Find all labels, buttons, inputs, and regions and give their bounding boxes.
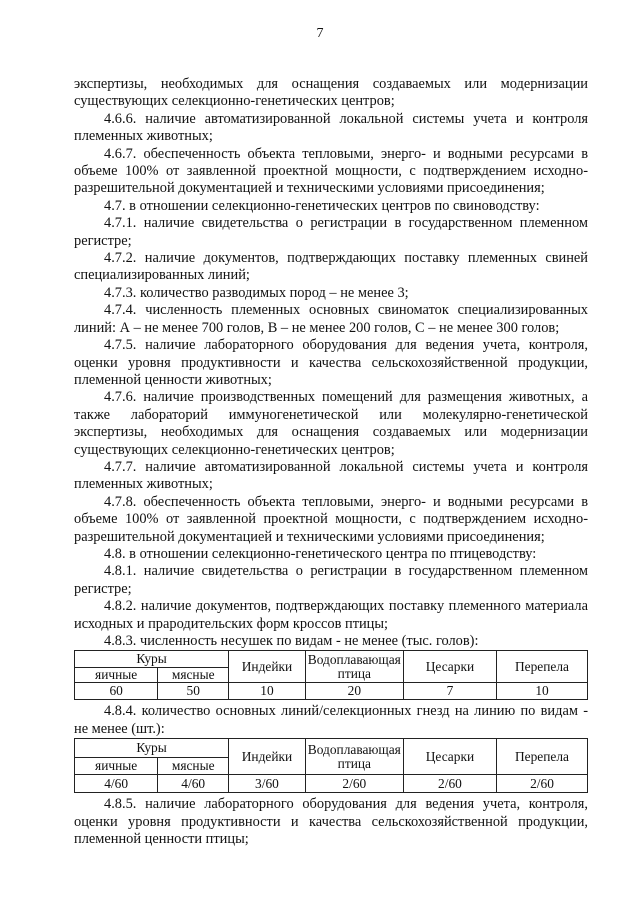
paragraph: 4.7.5. наличие лабораторного оборудования для ведения учета, контроля, оценки уровня продуктивности и качества сельскохозяйственной продукции, племенной ценности животных;: [74, 337, 588, 388]
table-cell: 3/60: [229, 775, 306, 793]
header-myasnye: мясные: [158, 758, 229, 775]
lines-count-table: [74, 738, 588, 793]
paragraph: экспертизы, необходимых для оснащения создаваемых или модернизации существующих селекционно-генетических центров;: [74, 76, 588, 110]
paragraph: 4.8.4. количество основных линий/селекционных гнезд на линию по видам - не менее (шт.):: [74, 703, 588, 737]
table-cell: 2/60: [403, 775, 496, 793]
table-cell: 10: [229, 683, 306, 700]
paragraph: 4.7. в отношении селекционно-генетических центров по свиноводству:: [104, 197, 540, 214]
table-cell: 20: [305, 683, 403, 700]
paragraph: 4.7.2. наличие документов, подтверждающих поставку племенных свиней специализированных линий;: [74, 250, 588, 284]
paragraph: 4.7.8. обеспеченность объекта тепловыми, энерго- и водными ресурсами в объеме 100% от заявленной проектной мощности, с подтверждением исходно-разрешительной документацией и техническими условиями присоединения;: [74, 493, 588, 545]
paragraph: 4.7.7. наличие автоматизированной локальной системы учета и контроля племенных животных;: [74, 458, 588, 493]
table-cell: 60: [75, 683, 158, 700]
header-indeyki: Индейки: [229, 739, 306, 775]
header-yaichnye: яичные: [75, 668, 158, 683]
paragraph: 4.7.1. наличие свидетельства о регистрации в государственном племенном регистре;: [74, 215, 588, 249]
paragraph: 4.8. в отношении селекционно-генетического центра по птицеводству:: [104, 545, 537, 562]
paragraph: 4.8.2. наличие документов, подтверждающих поставку племенного материала исходных и прародительских форм кроссов птицы;: [74, 598, 588, 632]
header-indeyki: Индейки: [229, 651, 306, 683]
paragraph: 4.8.3. численность несушек по видам - не менее (тыс. голов):: [104, 633, 479, 649]
table-cell: 2/60: [497, 775, 588, 793]
paragraph: 4.6.7. обеспеченность объекта тепловыми, энерго- и водными ресурсами в объеме 100% от заявленной проектной мощности, с подтверждением исходно-разрешительной документацией и техническими условиями присоединения;: [74, 145, 588, 197]
paragraph: 4.7.6. наличие производственных помещений для размещения животных, а также лабораторий иммуногенетической или молекулярно-генетической экспертизы, необходимых для оснащения создаваемых или модернизации существующих селекционно-генетических центров;: [74, 389, 588, 458]
paragraph: 4.7.3. количество разводимых пород – не менее 3;: [104, 284, 409, 301]
table-cell: 7: [403, 683, 496, 700]
table-cell: 4/60: [158, 775, 229, 793]
table-cell: 4/60: [75, 775, 158, 793]
header-vodoplav: Водоплавающая птица: [305, 739, 403, 775]
header-perepela: Перепела: [497, 651, 588, 683]
header-kury: Куры: [75, 651, 229, 668]
header-perepela: Перепела: [497, 739, 588, 775]
header-yaichnye: яичные: [75, 758, 158, 775]
paragraph: 4.8.1. наличие свидетельства о регистрации в государственном племенном регистре;: [74, 563, 588, 597]
document-body: [74, 76, 588, 848]
page-number: 7: [316, 26, 324, 41]
paragraph: 4.6.6. наличие автоматизированной локальной системы учета и контроля племенных животных;: [74, 110, 588, 145]
header-vodoplav: Водоплавающая птица: [305, 651, 403, 683]
header-kury: Куры: [75, 739, 229, 758]
header-tsesarki: Цесарки: [403, 651, 496, 683]
header-tsesarki: Цесарки: [403, 739, 496, 775]
table-cell: 50: [158, 683, 229, 700]
table-cell: 10: [497, 683, 588, 700]
paragraph: 4.7.4. численность племенных основных свиноматок специализированных линий: А – не менее 700 голов, В – не менее 200 голов, С – не менее 300 голов;: [74, 302, 588, 336]
table-cell: 2/60: [305, 775, 403, 793]
paragraph: 4.8.5. наличие лабораторного оборудования для ведения учета, контроля, оценки уровня продуктивности и качества сельскохозяйственной продукции, племенной ценности птицы;: [74, 796, 588, 848]
hens-count-table: [74, 650, 588, 700]
header-myasnye: мясные: [158, 668, 229, 683]
